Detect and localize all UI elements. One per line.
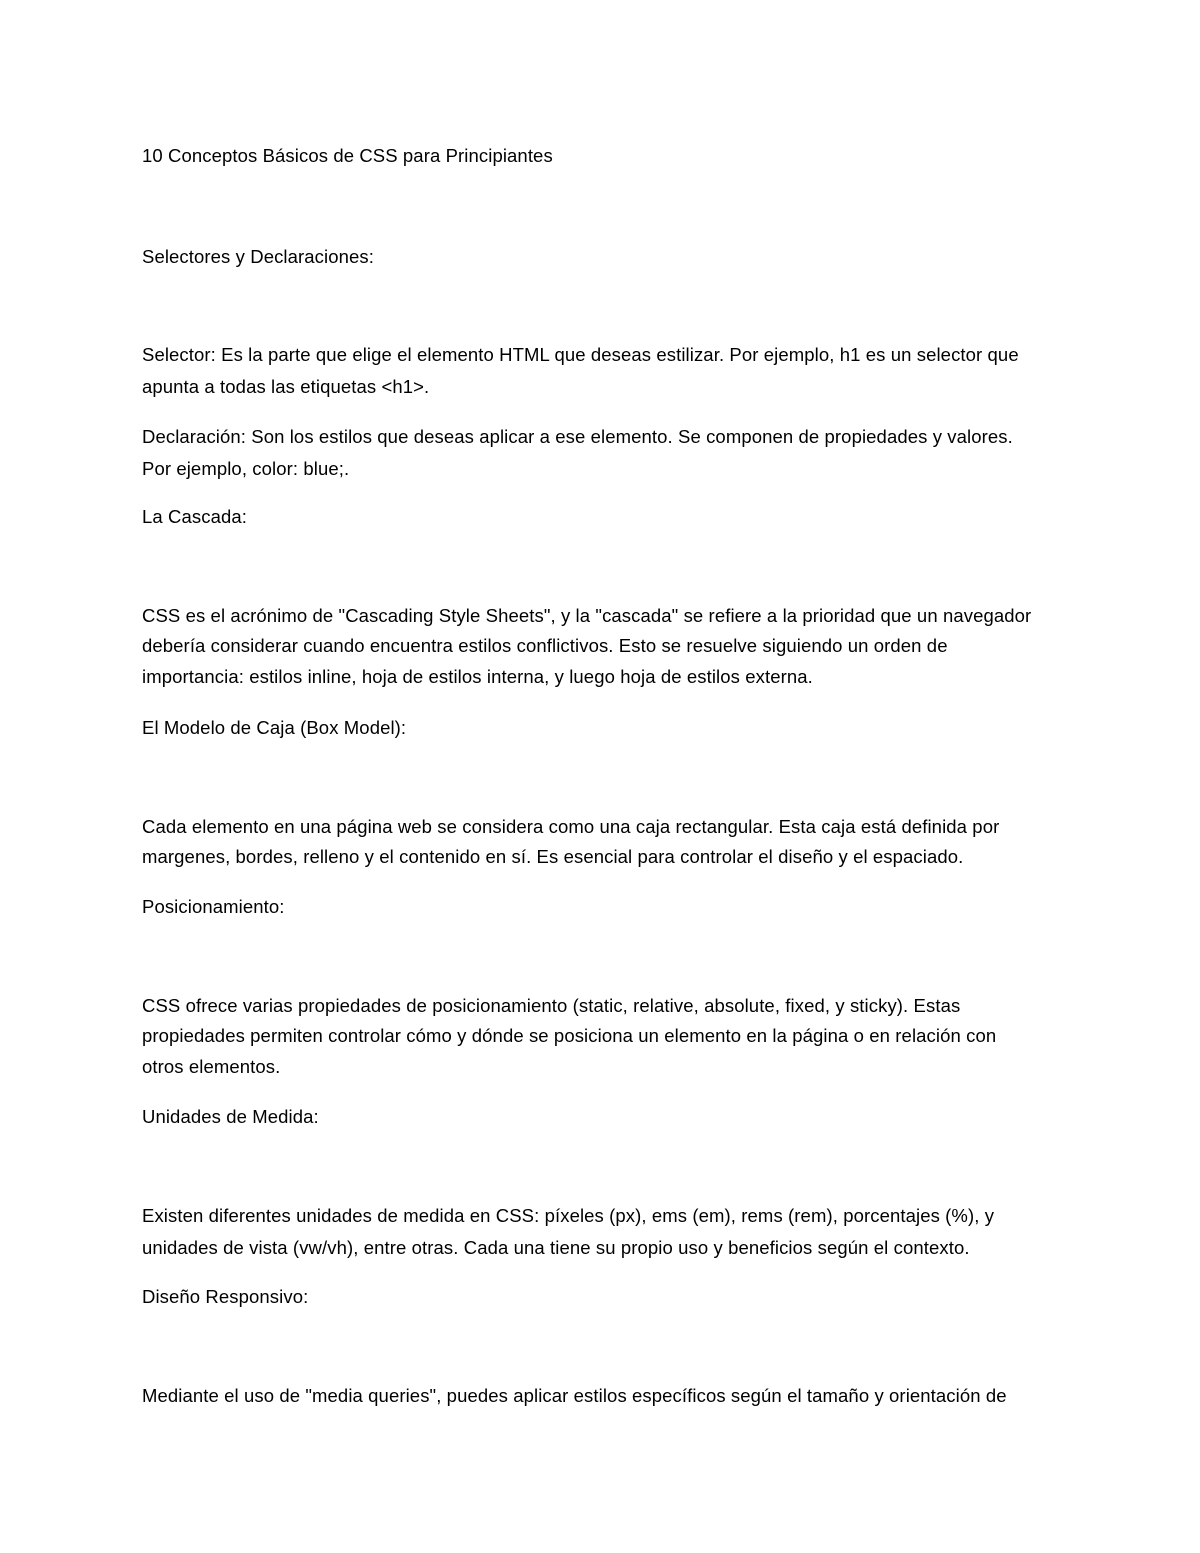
paragraph-line: Declaración: Son los estilos que deseas aplicar a ese elemento. Se componen de propiedades y valores. xyxy=(142,426,1013,447)
document-title: 10 Conceptos Básicos de CSS para Principiantes xyxy=(142,145,553,166)
paragraph-line: unidades de vista (vw/vh), entre otras. Cada una tiene su propio uso y beneficios según el contexto. xyxy=(142,1237,970,1258)
section-heading-selectores: Selectores y Declaraciones: xyxy=(142,246,374,267)
paragraph-line: Mediante el uso de "media queries", puedes aplicar estilos específicos según el tamaño y orientación de xyxy=(142,1385,1007,1406)
paragraph-line: apunta a todas las etiquetas <h1>. xyxy=(142,376,430,397)
section-heading-responsivo: Diseño Responsivo: xyxy=(142,1286,309,1307)
section-heading-box-model: El Modelo de Caja (Box Model): xyxy=(142,717,407,738)
paragraph-line: propiedades permiten controlar cómo y dónde se posiciona un elemento en la página o en relación con xyxy=(142,1025,997,1046)
paragraph-line: margenes, bordes, relleno y el contenido en sí. Es esencial para controlar el diseño y el espaciado. xyxy=(142,846,964,867)
paragraph-line: CSS es el acrónimo de "Cascading Style Sheets", y la "cascada" se refiere a la prioridad que un navegador xyxy=(142,605,1032,626)
paragraph-line: importancia: estilos inline, hoja de estilos interna, y luego hoja de estilos externa. xyxy=(142,666,813,687)
paragraph-line: otros elementos. xyxy=(142,1056,281,1077)
section-heading-unidades: Unidades de Medida: xyxy=(142,1106,319,1127)
paragraph-line: Existen diferentes unidades de medida en CSS: píxeles (px), ems (em), rems (rem), porcentajes (%), y xyxy=(142,1205,995,1226)
section-heading-cascada: La Cascada: xyxy=(142,506,247,527)
paragraph-line: Selector: Es la parte que elige el elemento HTML que deseas estilizar. Por ejemplo, h1 es un selector que xyxy=(142,344,1019,365)
paragraph-line: Por ejemplo, color: blue;. xyxy=(142,458,350,479)
paragraph-line: Cada elemento en una página web se considera como una caja rectangular. Esta caja está definida por xyxy=(142,816,1000,837)
paragraph-line: debería considerar cuando encuentra estilos conflictivos. Esto se resuelve siguiendo un orden de xyxy=(142,635,948,656)
paragraph-line: CSS ofrece varias propiedades de posicionamiento (static, relative, absolute, fixed, y sticky). Estas xyxy=(142,995,961,1016)
section-heading-posicionamiento: Posicionamiento: xyxy=(142,896,285,917)
